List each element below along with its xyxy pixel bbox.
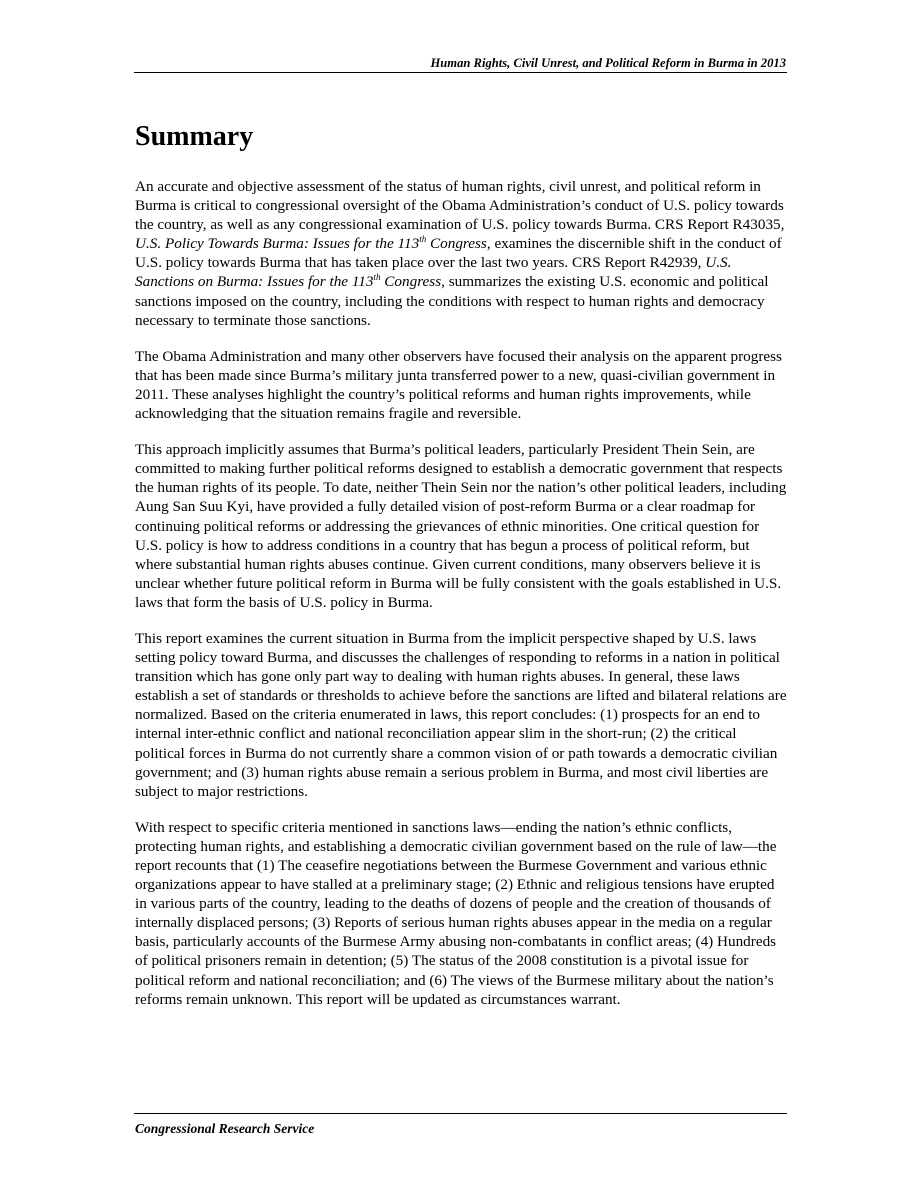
paragraph-1	[135, 177, 787, 330]
paragraph-5: With respect to specific criteria mentioned in sanctions laws—ending the nation’s ethnic conflicts, protecting human rights, and establishing a democratic civilian government based on the rule of law—the report recounts that (1) The ceasefire negotiations between the Burmese Government and various ethnic organizations appear to have stalled at a preliminary stage; (2) Ethnic and religious tensions have erupted in various parts of the country, leading to the deaths of dozens of people and the creation of thousands of internally displaced persons; (3) Reports of serious human rights abuses appear in the media on a regular basis, particularly accounts of the Burmese Army abusing non-combatants in conflict areas; (4) Hundreds of political prisoners remain in detention; (5) The status of the 2008 constitution is a pivotal issue for political reform and national reconciliation; and (6) The views of the Burmese military about the nation’s reforms remain unknown. This report will be updated as circumstances warrant.	[135, 818, 777, 1008]
paragraph-1-text-a: An accurate and objective assessment of the status of human rights, civil unrest, and political reform in Burma is critical to congressional oversight of the Obama Administration’s conduct of U.S. policy towards the country, as well as any congressional examination of U.S. policy towards Burma. CRS Report R43035,	[135, 178, 785, 234]
paragraph-4: This report examines the current situation in Burma from the implicit perspective shaped by U.S. laws setting policy toward Burma, and discusses the challenges of responding to reforms in a nation in political transition which has gone only part way to dealing with human rights abuses. In general, these laws establish a set of standards or thresholds to achieve before the sanctions are lifted and bilateral relations are normalized. Based on the criteria enumerated in laws, this report concludes: (1) prospects for an end to internal inter-ethnic conflict and national reconciliation appear slim in the short-run; (2) the critical political forces in Burma do not currently share a common vision of or path towards a democratic civilian government; and (3) human rights abuse remain a serious problem in Burma, and most civil liberties are subject to major restrictions.	[135, 629, 787, 800]
report-title-sanctions: U.S. Sanctions on Burma: Issues for the 113th Congress	[135, 254, 732, 291]
paragraph-2: The Obama Administration and many other observers have focused their analysis on the apparent progress that has been made since Burma’s military junta transferred power to a new, quasi-civilian government in 2011. These analyses highlight the country’s political reforms and human rights improvements, while acknowledging that the situation remains fragile and reversible.	[135, 347, 782, 423]
section-heading: Summary	[135, 121, 254, 152]
report-title-policy: U.S. Policy Towards Burma: Issues for the 113th Congress	[135, 234, 487, 253]
footer-publisher: Congressional Research Service	[135, 1121, 315, 1136]
paragraph-1-text-c: , summarizes the existing U.S. economic and political sanctions imposed on the country, including the conditions with respect to human rights and democracy necessary to terminate those sanctions.	[135, 273, 769, 329]
summary-body	[135, 177, 787, 1026]
ordinal-suffix: th	[419, 234, 427, 245]
running-header-title: Human Rights, Civil Unrest, and Political Reform in Burma in 2013	[430, 56, 786, 70]
footer-divider	[134, 1113, 787, 1114]
paragraph-3: This approach implicitly assumes that Burma’s political leaders, particularly President Thein Sein, are committed to making further political reforms designed to establish a democratic government that respects the human rights of its people. To date, neither Thein Sein nor the nation’s other political leaders, including Aung San Suu Kyi, have provided a fully detailed vision of post-reform Burma or a clear roadmap for continuing political reforms or addressing the grievances of ethnic minorities. One critical question for U.S. policy is how to address conditions in a country that has begun a process of political reform, but where substantial human rights abuses continue. Given current conditions, many observers believe it is unclear whether future political reform in Burma will be fully consistent with the goals established in U.S. laws that form the basis of U.S. policy in Burma.	[135, 441, 787, 611]
paragraph-1-text-b: , examines the discernible shift in the conduct of U.S. policy towards Burma that has taken place over the last two years. CRS Report R42939,	[135, 235, 782, 272]
header-divider	[134, 72, 787, 73]
ordinal-suffix: th	[373, 272, 381, 283]
